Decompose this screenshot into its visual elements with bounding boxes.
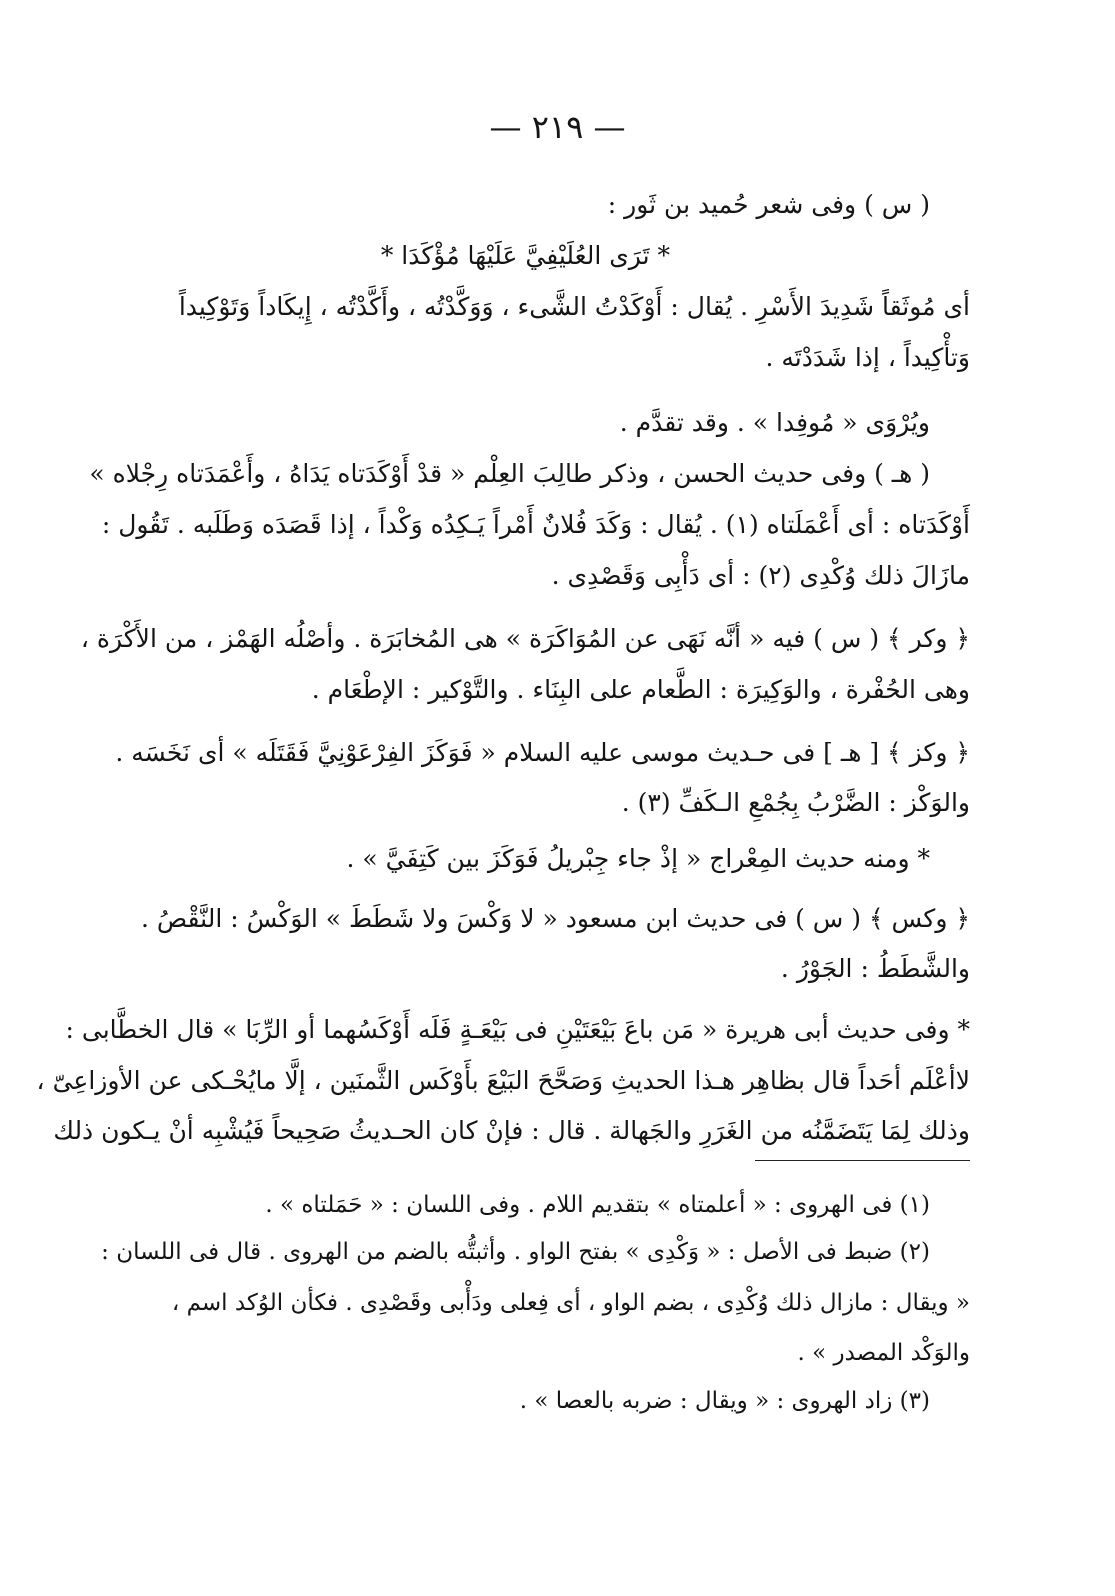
body-line: ﴿ وكز ﴾ [ هـ ] فى حـديث موسى عليه السلام « فَوَكَزَ الفِرْعَوْنِيَّ فَقَتَلَه » أى نَخَسَه .	[115, 738, 970, 767]
footnote-line: (٣) زاد الهروى : « ويقال : ضربه بالعصا » .	[519, 1388, 930, 1414]
body-line: مازَالَ ذلك وُكْدِى (٢) : أى دَأْبِى وَقَصْدِى .	[551, 561, 970, 590]
body-line: * تَرَى العُلَيْفِيَّ عَلَيْهَا مُؤْكَدَا *	[380, 241, 670, 270]
footnote-line: « ويقال : مازال ذلك وُكْدِى ، بضم الواو ، أى فِعلى ودَأْبى وقَصْدِى . فكأن الوُكد اسم ،	[171, 1290, 970, 1316]
body-line: وذلك لِمَا يَتَضَمَّنُه من الغَرَرِ والجَهالة . قال : فإنْ كان الحـديثُ صَحِيحاً فَيُشْبِه أنْ يـكون ذلك	[53, 1116, 970, 1145]
footnote-divider	[755, 1160, 970, 1161]
body-line: والشَّطَطُ : الجَوْرُ .	[780, 954, 970, 983]
body-line: ( هـ ) وفى حديث الحسن ، وذكر طالِبَ العِلْم « قدْ أَوْكَدَتاه يَدَاهُ ، وأَعْمَدَتاه رِجْلاه »	[89, 459, 930, 488]
body-line: لاأعْلَم أحَداً قال بظاهِر هـذا الحديثِ وَصَحَّحَ البَيْعَ بأَوْكَس الثَّمنَين ، إلَّا مايُحْـكى عن الأوزاعِىّ ،	[36, 1066, 970, 1095]
footnote-line: (٢) ضبط فى الأصل : « وَكْدِى » بفتح الواو . وأثبتُّه بالضم من الهروى . قال فى اللسان :	[101, 1239, 930, 1265]
body-line: أَوْكَدَتاه : أى أَعْمَلَتاه (١) . يُقال : وَكَدَ فُلانٌ أَمْراً يَـكِدُه وَكْداً ، إذا قَصَدَه وَطَلَبه . تَقُول :	[101, 510, 970, 539]
body-line: ﴿ وكر ﴾ ( س ) فيه « أنَّه نَهَى عن المُوَاكَرَة » هى المُخابَرَة . وأصْلُه الهَمْز ، من الأَكْرَة ،	[80, 624, 970, 653]
footnote-line: والوَكْد المصدر » .	[797, 1340, 970, 1366]
body-line: * ومنه حديث المِعْراج « إذْ جاء جِبْريلُ فَوَكَزَ بين كَتِفَيَّ » .	[346, 844, 930, 873]
body-line: أى مُوثَقاً شَدِيدَ الأَسْرِ . يُقال : أَوْكَدْتُ الشَّىء ، وَوَكَّدْتُه ، وأَكَّدْتُه ، إِيكَاداً وَتَوْكِيداً	[178, 292, 970, 321]
body-line: والوَكْز : الضَّرْبُ بِجُمْعِ الـكَفِّ (٣) .	[621, 788, 970, 817]
body-line: ويُرْوَى « مُوفِدا » . وقد تقدَّم .	[619, 408, 930, 437]
body-line: وَتأْكِيداً ، إذا شَدَدْتَه .	[765, 343, 970, 372]
body-line: وهى الحُفْرة ، والوَكِيرَة : الطَّعام على البِنَاء . والتَّوْكير : الإطْعَام .	[311, 675, 970, 704]
body-line: * وفى حديث أبى هريرة « مَن باعَ بَيْعَتَيْنِ فى بَيْعَـةٍ فَلَه أَوْكَسُهما أو الرِّبَا » قال الخطَّابى :	[65, 1015, 970, 1044]
footnote-line: (١) فى الهروى : « أعلمتاه » بتقديم اللام . وفى اللسان : « حَمَلتاه » .	[265, 1192, 930, 1218]
page-number: — ٢١٩ —	[489, 108, 626, 146]
body-line: ( س ) وفى شعر حُميد بن ثَور :	[607, 190, 930, 219]
body-line: ﴿ وكس ﴾ ( س ) فى حديث ابن مسعود « لا وَكْسَ ولا شَطَطَ » الوَكْسُ : النَّقْصُ .	[141, 904, 970, 933]
